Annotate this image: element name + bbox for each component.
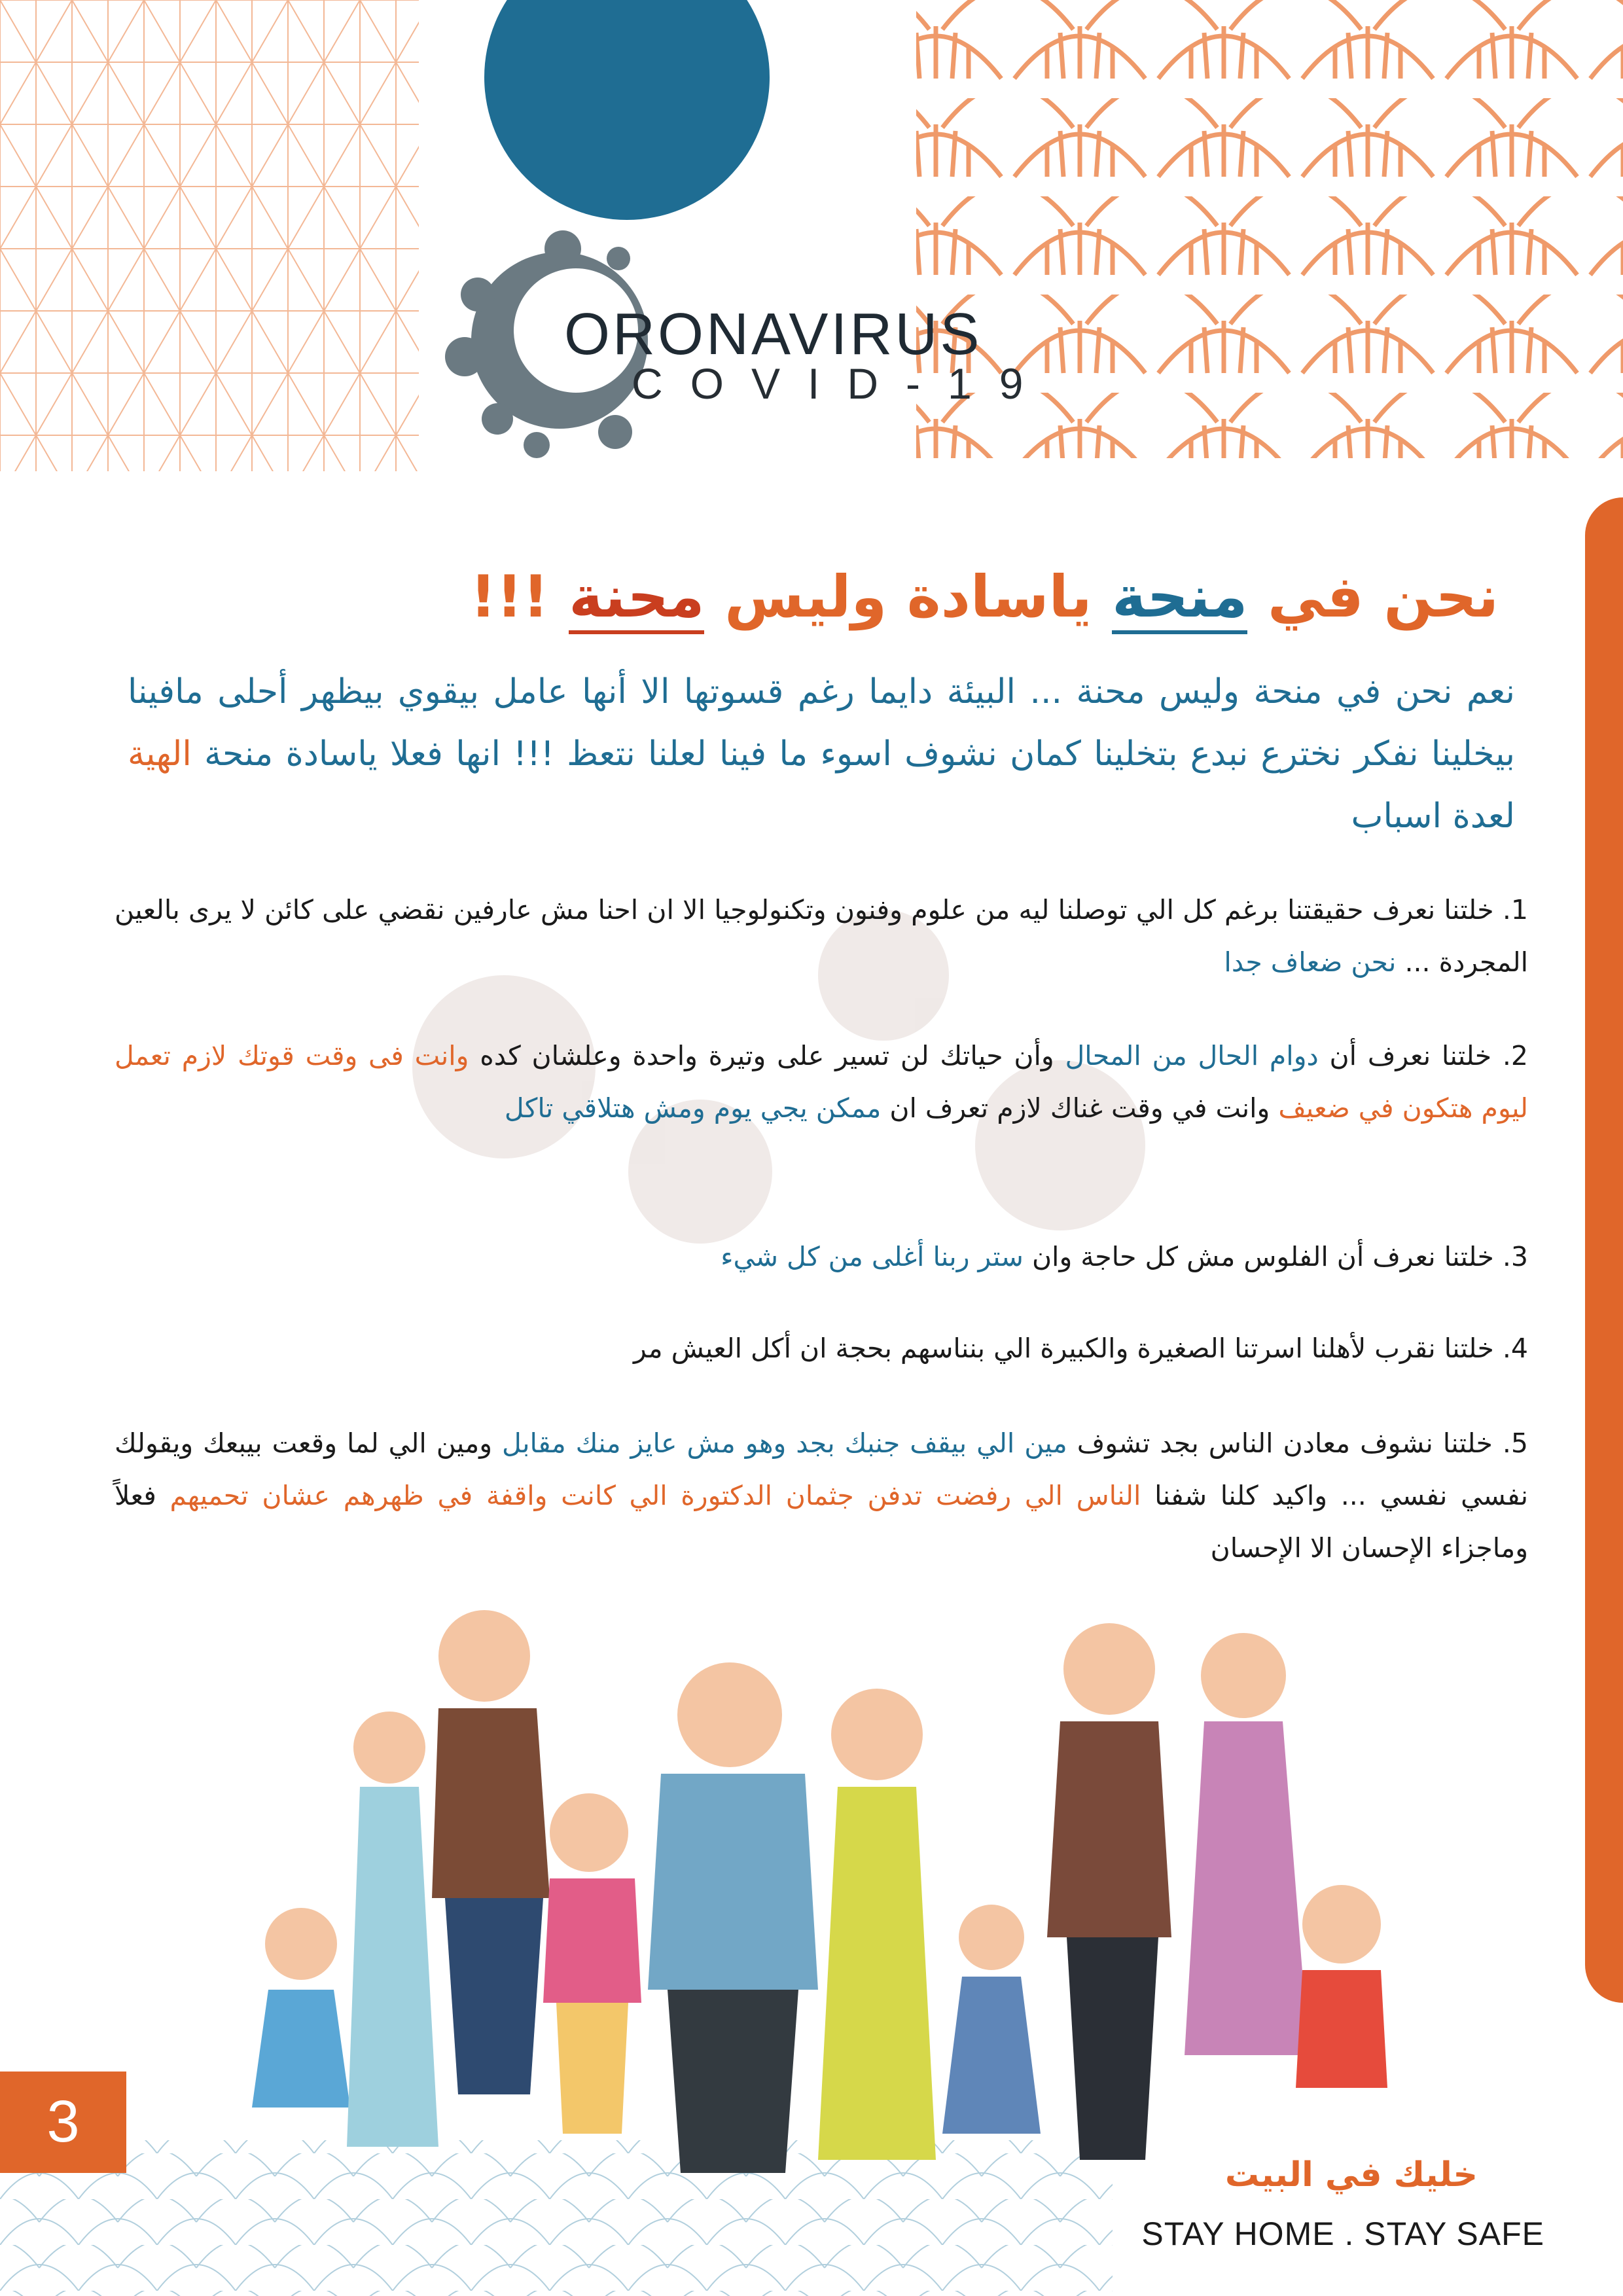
logo-title: ORONAVIRUS [564,302,982,367]
person-boy-pink-icon [543,1793,641,2134]
person-grandmother-icon [818,1689,936,2160]
person-man-left-icon [432,1610,550,2094]
person-grandfather-icon [648,1662,818,2173]
point-3: 3. خلتنا نعرف أن الفلوس مش كل حاجة وان ستر ربنا أغلى من كل شيء [721,1241,1528,1272]
point-2: 2. خلتنا نعرف أن دوام الحال من المحال وأن حياتك لن تسير على وتيرة واحدة وعلشان كده وانت فى وقت قوتك لازم تعمل ليوم هتكون في ضعيف وانت في وقت غناك لازم تعرف ان ممكن يجي يوم ومش هتلاقي تاكل [115,1040,1528,1124]
person-girl-left-icon [252,1908,350,2108]
blue-circle [484,0,770,220]
person-boy-right-icon [1296,1885,1387,2088]
stay-home-english: STAY HOME . STAY SAFE [1141,2215,1544,2252]
stay-home-arabic: خليك في البيت [1224,2155,1478,2195]
page-number: 3 [0,2072,126,2173]
point-1: 1. خلتنا نعرف حقيقتنا برغم كل الي توصلنا ليه من علوم وفنون وتكنولوجيا الا ان احنا مش عارفين نقضي على كائن لا يرى بالعين المجردة ... نحن ضعاف جدا [115,894,1528,978]
logo-subtitle: COVID-19 [632,359,1051,408]
headline-highlight-ordeal: محنة [569,563,704,634]
header-decoration [0,0,1623,497]
side-accent-bar [1585,497,1623,2003]
page-headline: نحن في منحة ياسادة وليس محنة !!! [470,563,1499,630]
person-man-right-icon [1047,1623,1171,2160]
family-illustration [196,1597,1414,2186]
point-4: 4. خلتنا نقرب لأهلنا اسرتنا الصغيرة والكبيرة الي بنناسهم بحجة ان أكل العيش مر [633,1333,1528,1364]
point-5: 5. خلتنا نشوف معادن الناس بجد تشوف مين الي بيقف جنبك بجد وهو مش عايز منك مقابل ومين الي لما وقعت بيبعك ويقولك نفسي نفسي ... واكيد كلنا شفنا الناس الي رفضت تدفن جثمان الدكتورة الي كانت واقفة في ظهرهم عشان تحميهم فعلاً وماجزاء الإحسان الا الإحسان [115,1427,1528,1564]
person-girl-middle-icon [942,1905,1041,2134]
person-woman-left-icon [347,1712,438,2147]
headline-highlight-gift: منحة [1112,563,1247,634]
person-woman-right-icon [1185,1633,1309,2055]
intro-paragraph: نعم نحن في منحة وليس محنة ... البيئة دايما رغم قسوتها الا أنها عامل بيقوي بيظهر أحلى مافينا بيخلينا نفكر نخترع نبدع بتخلينا كمان نشوف اسوء ما فينا لعلنا نتعظ !!! انها فعلا ياسادة منحة الهية لعدة اسباب [128,672,1515,836]
